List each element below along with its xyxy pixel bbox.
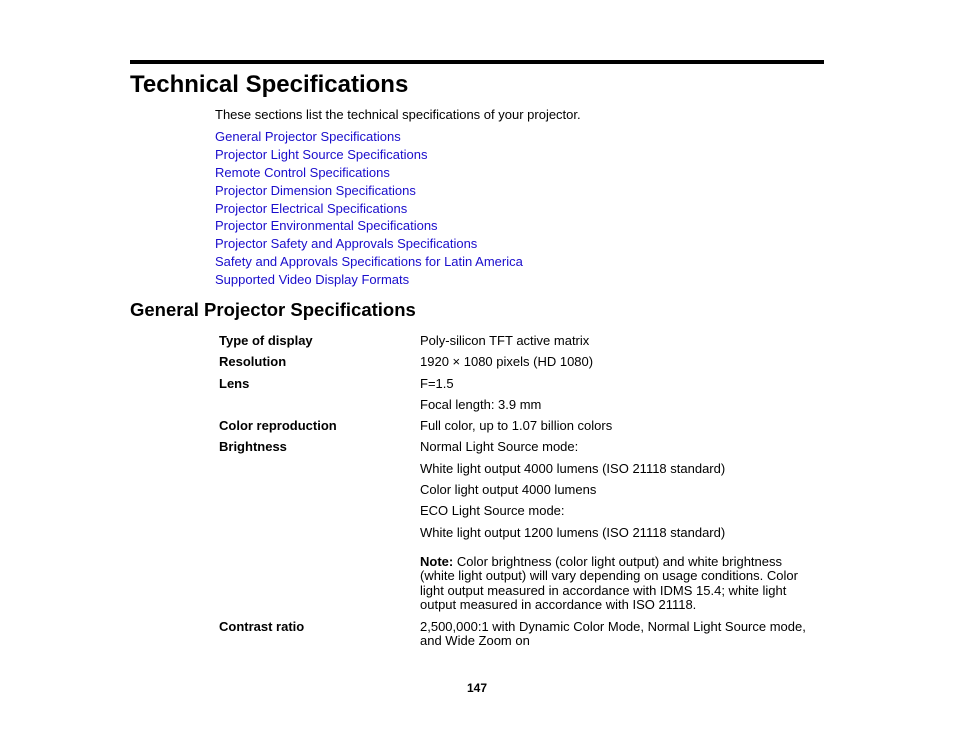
- link-latin-america-specs[interactable]: Safety and Approvals Specifications for Latin America: [215, 254, 523, 270]
- list-item: [215, 146, 523, 164]
- title-rule: [130, 60, 824, 64]
- spec-label-display: Type of display: [219, 333, 313, 348]
- list-item: [215, 235, 523, 253]
- section-links: [215, 128, 523, 289]
- spec-value-resolution: 1920 × 1080 pixels (HD 1080): [420, 354, 594, 370]
- spec-label-lens: Lens: [219, 375, 250, 391]
- link-dimension-specs[interactable]: Projector Dimension Specifications: [215, 182, 416, 198]
- note-text: Color brightness (color light output) and white brightness (white light output) will vary depending on usage conditions. Color light output measured in accordance with IDMS 15.4; white light output measured in accordance with ISO 21118.: [420, 553, 798, 613]
- link-safety-approvals-specs[interactable]: Projector Safety and Approvals Specifications: [215, 236, 478, 252]
- list-item: [215, 128, 523, 146]
- spec-value-color: Full color, up to 1.07 billion colors: [420, 418, 613, 434]
- table-row: [219, 355, 819, 376]
- table-row: [219, 334, 819, 355]
- link-electrical-specs[interactable]: Projector Electrical Specifications: [215, 200, 408, 216]
- spec-value-contrast: 2,500,000:1 with Dynamic Color Mode, Normal Light Source mode, and Wide Zoom on: [420, 618, 806, 649]
- spec-value-brightness: Color light output 4000 lumens: [420, 482, 597, 498]
- spec-label-resolution: Resolution: [219, 354, 287, 370]
- link-remote-control-specs[interactable]: Remote Control Specifications: [215, 164, 390, 180]
- table-row: [219, 419, 819, 440]
- spec-value-brightness: ECO Light Source mode:: [420, 503, 565, 519]
- list-item: [215, 271, 523, 289]
- page-number: 147: [466, 681, 488, 695]
- note-label: Note:: [420, 553, 454, 569]
- spec-value-lens: Focal length: 3.9 mm: [420, 396, 542, 412]
- list-item: [215, 164, 523, 182]
- intro-text: These sections list the technical specifications of your projector.: [215, 107, 581, 122]
- brightness-note: [420, 547, 819, 620]
- spec-value-lens: F=1.5: [420, 375, 454, 391]
- list-item: [215, 182, 523, 200]
- link-video-formats[interactable]: Supported Video Display Formats: [215, 272, 410, 288]
- table-row: [219, 620, 819, 656]
- spec-label-brightness: Brightness: [219, 439, 287, 455]
- section-title: General Projector Specifications: [130, 299, 416, 320]
- spec-label-contrast: Contrast ratio: [219, 618, 305, 634]
- link-environmental-specs[interactable]: Projector Environmental Specifications: [215, 218, 438, 234]
- link-general-specs[interactable]: General Projector Specifications: [215, 129, 401, 144]
- page-title: Technical Specifications: [130, 71, 409, 98]
- list-item: [215, 217, 523, 235]
- spec-label-color: Color reproduction: [219, 418, 337, 434]
- spec-value-brightness: Normal Light Source mode:: [420, 439, 579, 455]
- table-row: [219, 440, 819, 619]
- spec-value-brightness: White light output 4000 lumens (ISO 21118 standard): [420, 460, 726, 476]
- spec-value-brightness: White light output 1200 lumens (ISO 21118 standard): [420, 524, 726, 540]
- list-item: [215, 200, 523, 218]
- spec-table: [219, 334, 819, 656]
- table-row: [219, 377, 819, 420]
- spec-value-display: Poly-silicon TFT active matrix: [420, 333, 590, 348]
- link-light-source-specs[interactable]: Projector Light Source Specifications: [215, 146, 428, 162]
- list-item: [215, 253, 523, 271]
